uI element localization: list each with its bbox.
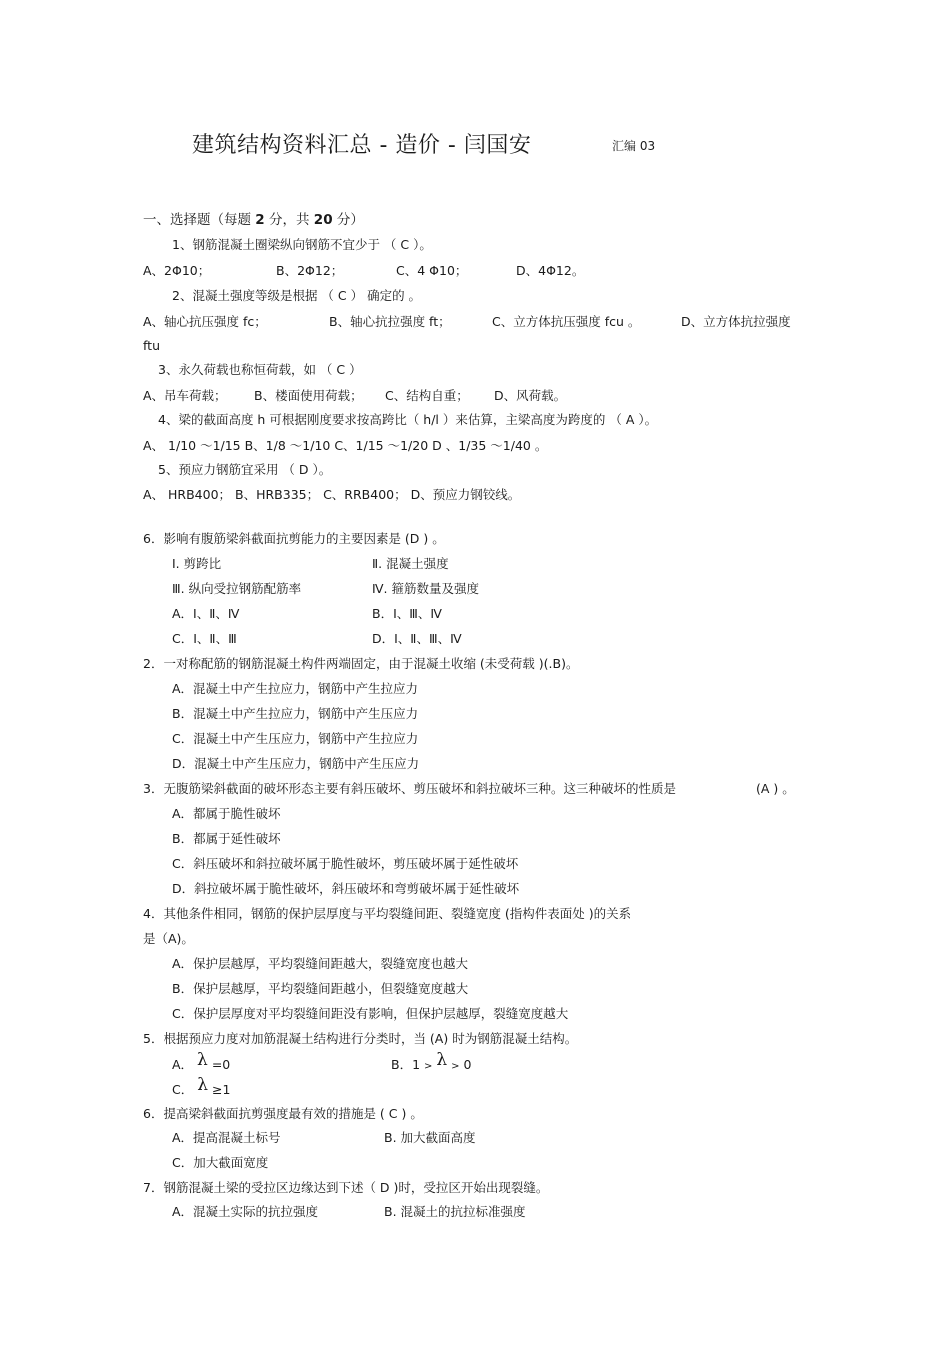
qb5-option-a-value: =0 xyxy=(211,1057,231,1072)
factor-3: Ⅲ. 纵向受拉钢筋配筋率 xyxy=(172,581,302,596)
qb4-option-a: A．保护层越厚，平均裂缝间距越大，裂缝宽度也越大 xyxy=(172,956,469,971)
qb6-option-a: A．提高混凝土标号 xyxy=(172,1130,281,1145)
q3-option-d: D、风荷载。 xyxy=(494,388,567,403)
q6-option-c: C．Ⅰ、Ⅱ、Ⅲ xyxy=(172,631,237,646)
q6-option-a: A．Ⅰ、Ⅱ、Ⅳ xyxy=(172,606,240,621)
section-heading-pre: 一、选择题（每题 xyxy=(143,212,251,228)
question-b4-cont: 是（A)。 xyxy=(143,931,194,946)
page-title: 建筑结构资料汇总 - 造价 - 闫国安 xyxy=(192,133,532,158)
question-b7: 7．钢筋混凝土梁的受拉区边缘达到下述（ D )时，受拉区开始出现裂缝。 xyxy=(143,1180,549,1195)
q2-option-b: B、轴心抗拉强度 ft； xyxy=(329,314,451,329)
qb7-option-a: A．混凝土实际的抗拉强度 xyxy=(172,1204,319,1219)
qb5-option-a xyxy=(172,1050,231,1073)
q6-option-b: B．Ⅰ、Ⅲ、Ⅳ xyxy=(372,606,442,621)
qb3-option-b: B．都属于延性破坏 xyxy=(172,831,281,846)
q3-option-c: C、结构自重； xyxy=(385,388,469,403)
q1-option-d: D、4Φ12。 xyxy=(516,263,585,278)
q6-option-d: D．Ⅰ、Ⅱ、Ⅲ、Ⅳ xyxy=(372,631,462,646)
q1-option-b: B、2Φ12； xyxy=(276,263,344,278)
q3-option-b: B、楼面使用荷载； xyxy=(254,388,363,403)
title-note: 汇编 03 xyxy=(612,139,656,153)
question-b2: 2．一对称配筋的钢筋混凝土构件两端固定，由于混凝土收缩 (未受荷载 )(.B)。 xyxy=(143,656,579,671)
question-b6: 6．提高梁斜截面抗剪强度最有效的措施是 ( C ) 。 xyxy=(143,1106,423,1121)
section-heading xyxy=(143,212,364,228)
question-b3-answer: (A ) 。 xyxy=(756,781,795,796)
q4-options: A、 1/10 ～1/15 B、1/8 ～1/10 C、1/15 ～1/20 D 、1/35 ～1/40 。 xyxy=(143,438,548,453)
qb2-option-d: D．混凝土中产生压应力，钢筋中产生压应力 xyxy=(172,756,420,771)
q2-option-d-cont: ftu xyxy=(143,338,161,353)
lambda-symbol: λ xyxy=(436,1050,448,1070)
question-4: 4、梁的截面高度 h 可根据刚度要求按高跨比（ h/l ）来估算，主梁高度为跨度的 （ A ）。 xyxy=(158,412,658,427)
q2-option-d: D、立方体抗拉强度 xyxy=(681,314,791,329)
q1-option-a: A、2Φ10； xyxy=(143,263,211,278)
question-b3: 3．无腹筋梁斜截面的破坏形态主要有斜压破坏、剪压破坏和斜拉破坏三种。这三种破坏的性质是 xyxy=(143,781,676,796)
qb6-option-b: B. 加大截面高度 xyxy=(384,1130,476,1145)
q1-option-c: C、4 Φ10； xyxy=(396,263,468,278)
section-heading-post: 分） xyxy=(336,212,364,228)
section-heading-mid: 分，共 xyxy=(269,212,310,228)
question-6: 6．影响有腹筋梁斜截面抗剪能力的主要因素是 (D ) 。 xyxy=(143,531,445,546)
qb5-option-c xyxy=(172,1075,231,1098)
factor-2: Ⅱ. 混凝土强度 xyxy=(372,556,449,571)
qb3-option-d: D．斜拉破坏属于脆性破坏，斜压破坏和弯剪破坏属于延性破坏 xyxy=(172,881,520,896)
qb5-option-a-label: A． xyxy=(172,1057,194,1072)
question-b5: 5．根据预应力度对加筋混凝土结构进行分类时，当 (A) 时为钢筋混凝土结构。 xyxy=(143,1031,578,1046)
qb3-option-c: C．斜压破坏和斜拉破坏属于脆性破坏，剪压破坏属于延性破坏 xyxy=(172,856,519,871)
question-1: 1、钢筋混凝土圈梁纵向钢筋不宜少于 （ C ）。 xyxy=(172,237,432,252)
qb3-option-a: A．都属于脆性破坏 xyxy=(172,806,281,821)
section-total: 20 xyxy=(313,212,333,228)
qb4-option-b: B．保护层越厚，平均裂缝间距越小，但裂缝宽度越大 xyxy=(172,981,469,996)
question-5: 5、预应力钢筋宜采用 （ D ）。 xyxy=(158,462,332,477)
qb2-option-a: A．混凝土中产生拉应力，钢筋中产生拉应力 xyxy=(172,681,419,696)
q3-option-a: A、吊车荷载； xyxy=(143,388,227,403)
qb7-option-b: B. 混凝土的抗拉标准强度 xyxy=(384,1204,526,1219)
q5-options: A、 HRB400； B、HRB335； C、RRB400； D、预应力钢铰线。 xyxy=(143,487,521,502)
qb5-option-b-value: 0 xyxy=(463,1057,472,1072)
q2-option-a: A、轴心抗压强度 fc； xyxy=(143,314,267,329)
lambda-symbol: λ xyxy=(197,1075,208,1095)
gt-symbol: > xyxy=(424,1061,433,1072)
factor-4: Ⅳ. 箍筋数量及强度 xyxy=(372,581,479,596)
section-points: 2 xyxy=(255,212,265,228)
qb4-option-c: C．保护层厚度对平均裂缝间距没有影响，但保护层越厚，裂缝宽度越大 xyxy=(172,1006,569,1021)
question-2: 2、混凝土强度等级是根据 （ C ） 确定的 。 xyxy=(172,288,422,303)
qb5-option-b-label: B．1 xyxy=(391,1057,421,1072)
lambda-symbol: λ xyxy=(197,1050,208,1070)
question-b4: 4．其他条件相同，钢筋的保护层厚度与平均裂缝间距、裂缝宽度 (指构件表面处 )的关系 xyxy=(143,906,632,921)
question-3: 3、永久荷载也称恒荷载，如 （ C ） xyxy=(158,362,362,377)
qb2-option-b: B．混凝土中产生拉应力，钢筋中产生压应力 xyxy=(172,706,419,721)
q2-option-c: C、立方体抗压强度 fcu 。 xyxy=(492,314,641,329)
factor-1: Ⅰ. 剪跨比 xyxy=(172,556,222,571)
qb5-option-c-value: ≥1 xyxy=(211,1082,231,1097)
qb6-option-c: C．加大截面宽度 xyxy=(172,1155,269,1170)
qb2-option-c: C．混凝土中产生压应力，钢筋中产生拉应力 xyxy=(172,731,419,746)
qb5-option-c-label: C． xyxy=(172,1082,194,1097)
gt-symbol: > xyxy=(451,1061,460,1072)
qb5-option-b xyxy=(391,1050,472,1075)
